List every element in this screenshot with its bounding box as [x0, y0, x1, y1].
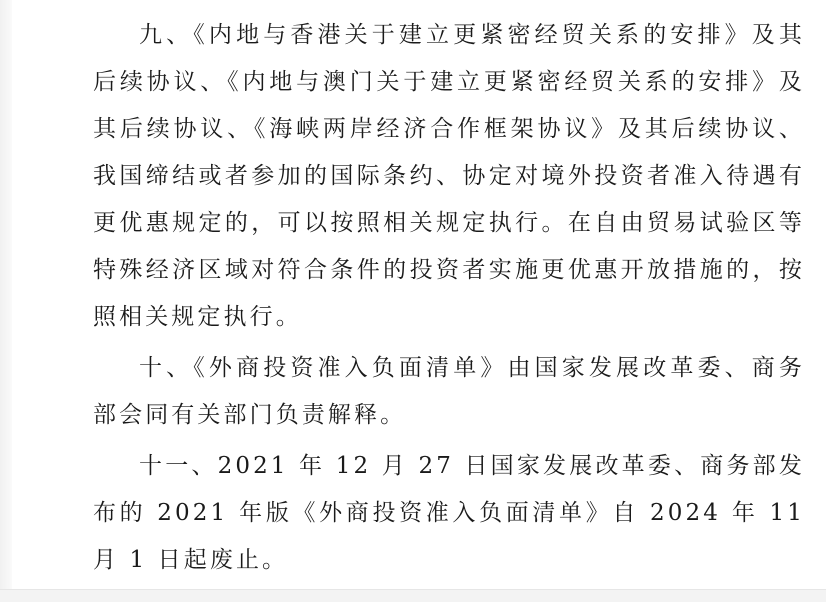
paragraph-article-11: 十一、2021 年 12 月 27 日国家发展改革委、商务部发布的 2021 年版《外商投资准入负面清单》自 2024 年 11 月 1 日起废止。	[93, 453, 805, 573]
viewer-left-edge	[0, 0, 12, 601]
viewer-bottom-edge	[0, 589, 826, 602]
paragraph-article-9: 九、《内地与香港关于建立更紧密经贸关系的安排》及其后续协议、《内地与澳门关于建立更紧密经贸关系的安排》及其后续协议、《海峡两岸经济合作框架协议》及其后续协议、我国缔结或者参加的国际条约、协定对境外投资者准入待遇有更优惠规定的，可以按照相关规定执行。在自由贸易试验区等特殊经济区域对符合条件的投资者实施更优惠开放措施的，按照相关规定执行。	[93, 22, 805, 330]
document-body	[93, 12, 805, 584]
paragraph-article-10: 十、《外商投资准入负面清单》由国家发展改革委、商务部会同有关部门负责解释。	[93, 355, 805, 428]
